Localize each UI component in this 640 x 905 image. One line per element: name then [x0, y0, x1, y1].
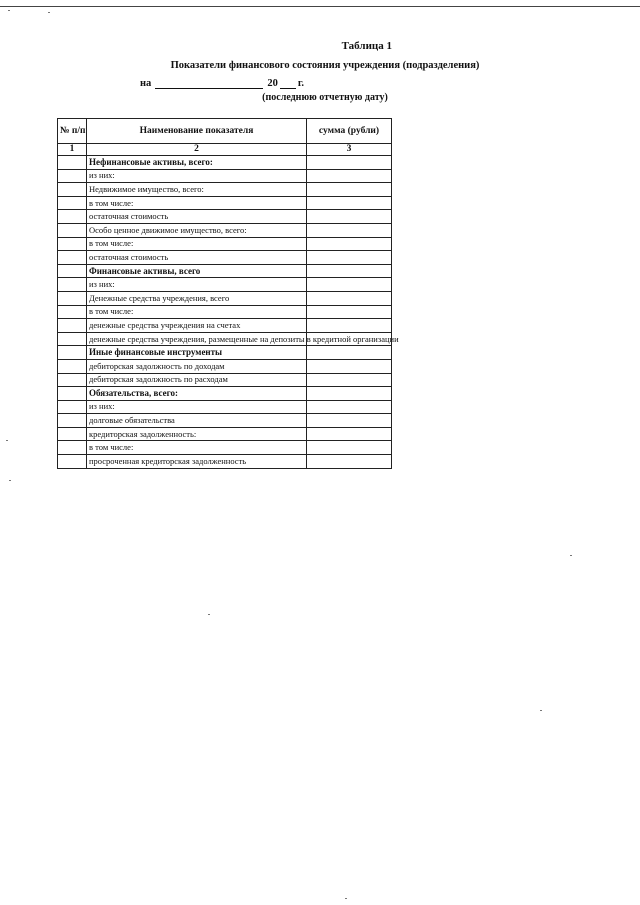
indicator-name-cell: остаточная стоимость — [87, 210, 307, 224]
row-number-cell — [58, 237, 87, 251]
indicator-name-cell: Финансовые активы, всего — [87, 264, 307, 278]
row-number-cell — [58, 414, 87, 428]
row-number-cell — [58, 291, 87, 305]
sum-cell[interactable] — [307, 387, 392, 401]
table-row — [58, 455, 392, 469]
sum-cell[interactable] — [307, 441, 392, 455]
date-blank-field — [155, 88, 263, 89]
sum-cell[interactable] — [307, 196, 392, 210]
table-row — [58, 183, 392, 197]
scan-speck — [570, 555, 572, 556]
row-number-cell — [58, 251, 87, 265]
table-row — [58, 359, 392, 373]
table-row — [58, 237, 392, 251]
sum-cell[interactable] — [307, 210, 392, 224]
table-row — [58, 278, 392, 292]
column-number: 1 — [58, 144, 87, 156]
row-number-cell — [58, 387, 87, 401]
table-row — [58, 400, 392, 414]
indicator-name-cell: остаточная стоимость — [87, 251, 307, 265]
indicator-name-cell: в том числе: — [87, 196, 307, 210]
sum-cell[interactable] — [307, 346, 392, 360]
indicator-name-cell: из них: — [87, 169, 307, 183]
date-line — [140, 78, 304, 89]
scan-speck — [345, 898, 347, 899]
sum-cell[interactable] — [307, 264, 392, 278]
sum-cell[interactable] — [307, 373, 392, 387]
scan-speck — [9, 480, 11, 481]
sum-cell[interactable] — [307, 251, 392, 265]
date-note: (последнюю отчетную дату) — [262, 92, 388, 103]
indicator-name-cell: Особо ценное движимое имущество, всего: — [87, 223, 307, 237]
column-numbers-row — [58, 144, 392, 156]
sum-cell[interactable] — [307, 183, 392, 197]
table-row — [58, 414, 392, 428]
sum-cell[interactable] — [307, 169, 392, 183]
row-number-cell — [58, 156, 87, 170]
indicator-name-cell: Нефинансовые активы, всего: — [87, 156, 307, 170]
year-blank-field — [280, 88, 296, 89]
sum-cell[interactable] — [307, 427, 392, 441]
row-number-cell — [58, 319, 87, 333]
table-row — [58, 169, 392, 183]
sum-cell[interactable] — [307, 237, 392, 251]
row-number-cell — [58, 223, 87, 237]
sum-cell[interactable] — [307, 400, 392, 414]
indicator-name-cell: Недвижимое имущество, всего: — [87, 183, 307, 197]
column-header-number: № п/п — [58, 119, 87, 144]
sum-cell[interactable] — [307, 156, 392, 170]
indicator-name-cell: Обязательства, всего: — [87, 387, 307, 401]
indicator-name-cell: дебиторская задолжность по доходам — [87, 359, 307, 373]
row-number-cell — [58, 332, 87, 346]
row-number-cell — [58, 183, 87, 197]
table-row — [58, 264, 392, 278]
table-row — [58, 332, 392, 346]
indicator-name-cell: денежные средства учреждения, размещенные на депозиты в кредитной организации — [87, 332, 307, 346]
sum-cell[interactable] — [307, 223, 392, 237]
row-number-cell — [58, 264, 87, 278]
date-prefix: на — [140, 78, 152, 89]
indicator-name-cell: кредиторская задолженность: — [87, 427, 307, 441]
indicator-name-cell: из них: — [87, 400, 307, 414]
row-number-cell — [58, 455, 87, 469]
row-number-cell — [58, 346, 87, 360]
indicator-name-cell: долговые обязательства — [87, 414, 307, 428]
table-row — [58, 387, 392, 401]
sum-cell[interactable] — [307, 291, 392, 305]
row-number-cell — [58, 373, 87, 387]
row-number-cell — [58, 427, 87, 441]
row-number-cell — [58, 400, 87, 414]
table-row — [58, 223, 392, 237]
table-row — [58, 373, 392, 387]
row-number-cell — [58, 169, 87, 183]
sum-cell[interactable] — [307, 319, 392, 333]
indicator-name-cell: в том числе: — [87, 305, 307, 319]
indicator-name-cell: Иные финансовые инструменты — [87, 346, 307, 360]
table-row — [58, 319, 392, 333]
table-row — [58, 346, 392, 360]
row-number-cell — [58, 305, 87, 319]
table-row — [58, 196, 392, 210]
indicator-name-cell: денежные средства учреждения на счетах — [87, 319, 307, 333]
indicator-name-cell: из них: — [87, 278, 307, 292]
indicator-name-cell: дебиторская задолжность по расходам — [87, 373, 307, 387]
table-row — [58, 441, 392, 455]
row-number-cell — [58, 210, 87, 224]
table-row — [58, 156, 392, 170]
table-row — [58, 427, 392, 441]
date-year-prefix: 20 — [267, 78, 278, 89]
row-number-cell — [58, 441, 87, 455]
sum-cell[interactable] — [307, 359, 392, 373]
table-row — [58, 210, 392, 224]
table-row — [58, 305, 392, 319]
document-title: Показатели финансового состояния учреждения (подразделения) — [170, 60, 480, 71]
scan-speck — [540, 710, 542, 711]
scan-speck — [208, 614, 210, 615]
row-number-cell — [58, 278, 87, 292]
sum-cell[interactable] — [307, 278, 392, 292]
scan-speck — [6, 440, 8, 441]
column-header-sum: сумма (рубли) — [307, 119, 392, 144]
scan-speck — [8, 10, 10, 11]
table-number-label: Таблица 1 — [341, 40, 392, 52]
column-number: 2 — [87, 144, 307, 156]
scan-speck — [48, 12, 50, 13]
indicator-name-cell: в том числе: — [87, 441, 307, 455]
date-suffix: г. — [297, 78, 305, 89]
top-border-line — [0, 6, 640, 7]
sum-cell[interactable] — [307, 305, 392, 319]
table-row — [58, 291, 392, 305]
column-header-indicator: Наименование показателя — [87, 119, 307, 144]
row-number-cell — [58, 359, 87, 373]
financial-indicators-table — [57, 118, 399, 469]
indicator-name-cell: просроченная кредиторская задолженность — [87, 455, 307, 469]
sum-cell[interactable] — [307, 455, 392, 469]
table-header-row — [58, 119, 392, 144]
sum-cell[interactable] — [307, 414, 392, 428]
indicator-name-cell: Денежные средства учреждения, всего — [87, 291, 307, 305]
table-row — [58, 251, 392, 265]
indicator-name-cell: в том числе: — [87, 237, 307, 251]
row-number-cell — [58, 196, 87, 210]
column-number: 3 — [307, 144, 392, 156]
table-body — [58, 156, 399, 469]
